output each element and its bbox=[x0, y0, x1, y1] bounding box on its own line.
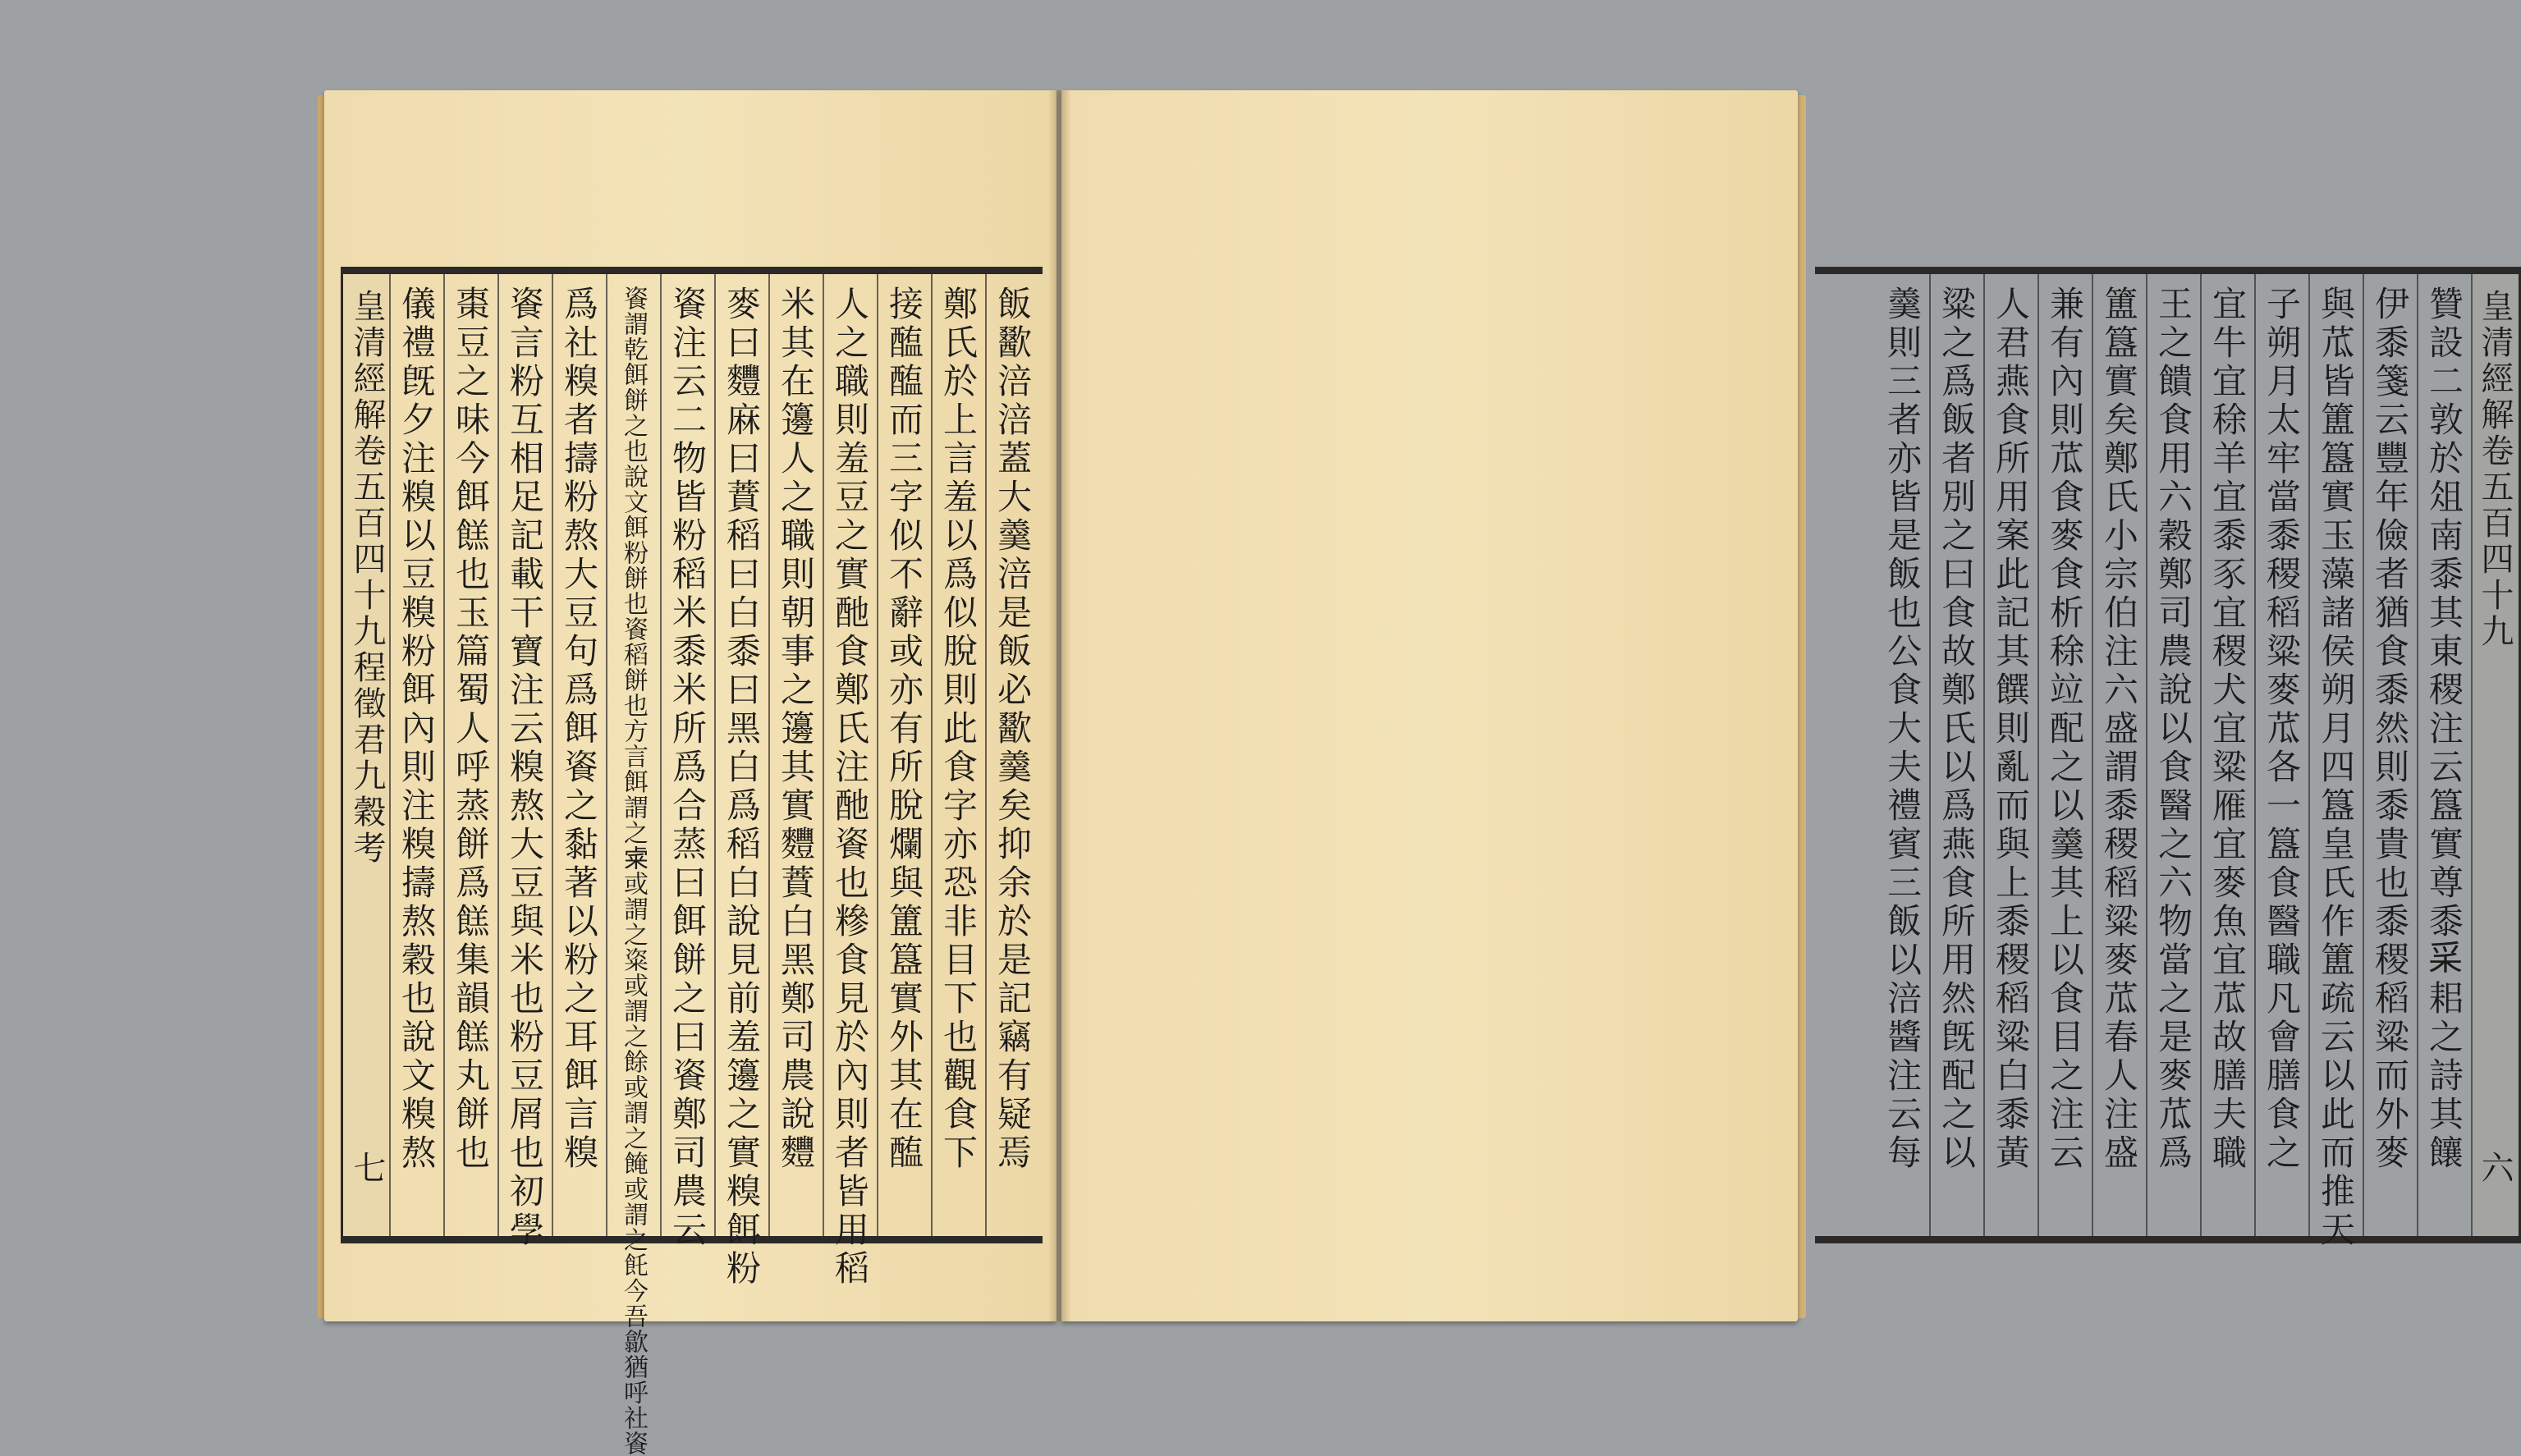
column-rule bbox=[877, 274, 878, 1236]
column-rule bbox=[606, 274, 607, 1236]
text-column: 餈言粉互相足記載干寶注云糗熬大豆與米也粉豆屑也初學 bbox=[505, 286, 545, 1250]
text-column: 王之饋食用六穀鄭司農說以食醫之六物當之是麥苽爲 bbox=[2153, 286, 2193, 1173]
text-column: 餈注云二物皆粉稻米黍米所爲合蒸曰餌餅之曰餈鄭司農云 bbox=[667, 286, 708, 1250]
right-page-frame bbox=[1815, 267, 2521, 1250]
text-column: 簠簋實矣鄭氏小宗伯注六盛謂黍稷稻粱麥苽春人注盛 bbox=[2099, 286, 2139, 1173]
column-rule bbox=[823, 274, 824, 1236]
column-rule bbox=[389, 274, 391, 1236]
banner-title: 皇清經解 bbox=[348, 289, 386, 433]
text-column: 飯歠涪涪蓋大羹涪是飯必歠羹矣抑余於是記竊有疑焉 bbox=[992, 286, 1033, 1173]
column-rule bbox=[2308, 274, 2310, 1236]
text-column: 粱之爲飯者別之曰食故鄭氏以爲燕食所用然旣配之以 bbox=[1937, 286, 1977, 1173]
column-rule bbox=[497, 274, 499, 1236]
column-rule bbox=[2417, 274, 2418, 1236]
column-rule bbox=[2363, 274, 2364, 1236]
text-column: 儀禮旣夕注糗以豆糗粉餌內則注糗擣熬穀也說文糗熬 bbox=[396, 286, 437, 1173]
text-column: 棗豆之味今餌餻也玉篇蜀人呼蒸餅爲餻集韻餻丸餅也 bbox=[451, 286, 491, 1173]
text-column: 贊設二敦於俎南黍其東稷注云簋實尊黍𥝩耜之詩其饟 bbox=[2424, 286, 2464, 1173]
column-rule bbox=[552, 274, 553, 1236]
open-book bbox=[324, 90, 2514, 1456]
left-page-frame bbox=[341, 267, 1043, 1456]
column-rule bbox=[931, 274, 933, 1236]
column-rule bbox=[1983, 274, 1985, 1236]
text-column: 羹則三者亦皆是飯也公食大夫禮賓三飯以涪醬注云每 bbox=[1882, 286, 1923, 1173]
column-rule bbox=[714, 274, 716, 1236]
book-gutter bbox=[1048, 90, 1071, 1321]
text-column: 接醢醢而三字似不辭或亦有所脫爛與簠簋實外其在醢 bbox=[884, 286, 924, 1173]
column-rule bbox=[2471, 274, 2473, 1236]
text-column: 餈謂乾餌餅之也說文餌粉餅也餈稻餅也方言餌謂之𥹄或謂之粢或謂之餘或謂之餣或謂之飥今吾歙猶呼社餈 bbox=[619, 286, 648, 1456]
page-banner-left bbox=[343, 274, 391, 1236]
text-column: 兼有內則苽食麥食析稌竝配之以羹其上以食目之注云 bbox=[2045, 286, 2085, 1173]
text-column: 人君燕食所用案此記其饌則亂而與上黍稷稻粱白黍黃 bbox=[1991, 286, 2031, 1173]
column-rule bbox=[2092, 274, 2093, 1236]
text-column: 宜牛宜稌羊宜黍豕宜稷犬宜粱雁宜麥魚宜苽故膳夫職 bbox=[2207, 286, 2248, 1173]
left-page bbox=[324, 90, 1057, 1456]
text-column: 與苽皆簠簋實玉藻諸侯朔月四簋皇氏作簠疏云以此而推天 bbox=[2316, 286, 2356, 1250]
text-column: 爲社糗者擣粉熬大豆句爲餌餈之黏著以粉之耳餌言糗 bbox=[559, 286, 599, 1173]
text-column: 伊黍箋云豐年儉者猶食黍然則黍貴也黍稷稻粱而外麥 bbox=[2370, 286, 2410, 1173]
page-banner-right bbox=[2471, 274, 2519, 1236]
column-rule bbox=[2037, 274, 2039, 1236]
text-column: 麥曰麷麻曰蕡稻曰白黍曰黑白爲稻白說見前羞籩之實糗餌粉 bbox=[722, 286, 762, 1289]
column-rule bbox=[660, 274, 662, 1236]
column-rule bbox=[1929, 274, 1931, 1236]
text-column: 人之職則羞豆之實酏食鄭氏注酏餈也糝食見於內則者皆用稻 bbox=[830, 286, 870, 1289]
banner-volume: 卷五百四十九 bbox=[348, 433, 386, 650]
banner-title: 皇清經解 bbox=[2476, 289, 2514, 433]
right-page bbox=[1061, 90, 2514, 1321]
banner-volume: 卷五百四十九 bbox=[2476, 433, 2514, 650]
column-rule bbox=[2254, 274, 2256, 1236]
banner-author: 程徵君九穀考 bbox=[348, 650, 386, 867]
text-column: 子朔月太牢當黍稷稻粱麥苽各一簋食醫職凡會膳食之 bbox=[2262, 286, 2302, 1173]
column-rule bbox=[2200, 274, 2202, 1236]
column-rule bbox=[2146, 274, 2147, 1236]
column-rule bbox=[443, 274, 445, 1236]
page-number: 六 bbox=[2476, 1151, 2514, 1187]
page-number: 七 bbox=[348, 1151, 386, 1187]
column-rule bbox=[985, 274, 987, 1236]
text-column: 鄭氏於上言羞以爲似脫則此食字亦恐非目下也觀食下 bbox=[938, 286, 979, 1173]
text-column: 米其在籩人之職則朝事之籩其實麷蕡白黑鄭司農說麷 bbox=[776, 286, 816, 1173]
column-rule bbox=[768, 274, 770, 1236]
